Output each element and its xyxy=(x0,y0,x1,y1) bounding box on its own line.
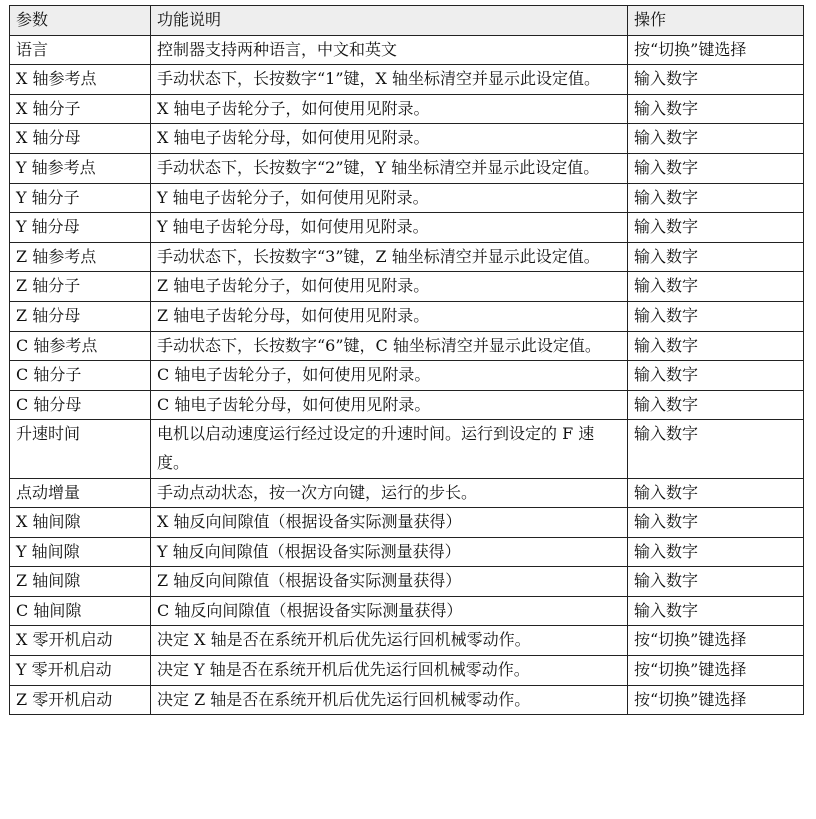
desc-cell: 手动状态下，长按数字“3”键，Z 轴坐标清空并显示此设定值。 xyxy=(151,242,628,272)
param-cell: Z 轴间隙 xyxy=(10,567,151,597)
op-cell: 输入数字 xyxy=(628,183,804,213)
header-param: 参数 xyxy=(10,6,151,36)
desc-cell: 决定 Y 轴是否在系统开机后优先运行回机械零动作。 xyxy=(151,656,628,686)
param-cell: Z 轴参考点 xyxy=(10,242,151,272)
op-cell: 输入数字 xyxy=(628,478,804,508)
op-cell: 输入数字 xyxy=(628,272,804,302)
op-cell: 按“切换”键选择 xyxy=(628,685,804,715)
op-cell: 输入数字 xyxy=(628,567,804,597)
op-cell: 输入数字 xyxy=(628,420,804,478)
desc-cell: 决定 X 轴是否在系统开机后优先运行回机械零动作。 xyxy=(151,626,628,656)
param-cell: C 轴间隙 xyxy=(10,596,151,626)
param-cell: Z 轴分子 xyxy=(10,272,151,302)
desc-cell: 控制器支持两种语言，中文和英文 xyxy=(151,35,628,65)
table-row xyxy=(10,390,804,420)
op-cell: 输入数字 xyxy=(628,242,804,272)
table-row xyxy=(10,508,804,538)
table-row xyxy=(10,478,804,508)
table-row xyxy=(10,361,804,391)
desc-cell: C 轴电子齿轮分子，如何使用见附录。 xyxy=(151,361,628,391)
header-desc: 功能说明 xyxy=(151,6,628,36)
table-row xyxy=(10,65,804,95)
param-cell: X 轴分子 xyxy=(10,94,151,124)
param-cell: X 轴参考点 xyxy=(10,65,151,95)
table-body xyxy=(10,35,804,715)
table-row xyxy=(10,596,804,626)
table-row xyxy=(10,656,804,686)
op-cell: 输入数字 xyxy=(628,65,804,95)
param-cell: C 轴分母 xyxy=(10,390,151,420)
op-cell: 按“切换”键选择 xyxy=(628,35,804,65)
param-cell: 点动增量 xyxy=(10,478,151,508)
param-cell: X 零开机启动 xyxy=(10,626,151,656)
desc-cell: C 轴反向间隙值（根据设备实际测量获得） xyxy=(151,596,628,626)
op-cell: 输入数字 xyxy=(628,301,804,331)
table-row xyxy=(10,626,804,656)
desc-cell: Y 轴电子齿轮分母，如何使用见附录。 xyxy=(151,213,628,243)
table-row xyxy=(10,183,804,213)
table-row xyxy=(10,301,804,331)
table-row xyxy=(10,567,804,597)
table-row xyxy=(10,420,804,478)
op-cell: 按“切换”键选择 xyxy=(628,626,804,656)
desc-cell: Z 轴反向间隙值（根据设备实际测量获得） xyxy=(151,567,628,597)
op-cell: 输入数字 xyxy=(628,537,804,567)
param-cell: Y 轴分母 xyxy=(10,213,151,243)
table-header-row xyxy=(10,6,804,36)
desc-cell: 手动状态下，长按数字“1”键，X 轴坐标清空并显示此设定值。 xyxy=(151,65,628,95)
table-row xyxy=(10,242,804,272)
param-cell: C 轴参考点 xyxy=(10,331,151,361)
op-cell: 输入数字 xyxy=(628,596,804,626)
desc-cell: X 轴电子齿轮分母，如何使用见附录。 xyxy=(151,124,628,154)
param-cell: 升速时间 xyxy=(10,420,151,478)
op-cell: 输入数字 xyxy=(628,390,804,420)
desc-cell: 手动点动状态，按一次方向键，运行的步长。 xyxy=(151,478,628,508)
desc-cell: 手动状态下，长按数字“6”键，C 轴坐标清空并显示此设定值。 xyxy=(151,331,628,361)
param-cell: Y 轴分子 xyxy=(10,183,151,213)
op-cell: 输入数字 xyxy=(628,124,804,154)
table-row xyxy=(10,35,804,65)
param-cell: X 轴分母 xyxy=(10,124,151,154)
table-row xyxy=(10,331,804,361)
table-row xyxy=(10,685,804,715)
param-cell: C 轴分子 xyxy=(10,361,151,391)
table-row xyxy=(10,272,804,302)
parameter-table xyxy=(9,5,804,715)
op-cell: 输入数字 xyxy=(628,331,804,361)
param-cell: 语言 xyxy=(10,35,151,65)
desc-cell: 手动状态下，长按数字“2”键，Y 轴坐标清空并显示此设定值。 xyxy=(151,153,628,183)
desc-cell: Y 轴电子齿轮分子，如何使用见附录。 xyxy=(151,183,628,213)
param-cell: Y 零开机启动 xyxy=(10,656,151,686)
desc-cell: 电机以启动速度运行经过设定的升速时间。运行到设定的 F 速度。 xyxy=(151,420,628,478)
op-cell: 输入数字 xyxy=(628,361,804,391)
op-cell: 按“切换”键选择 xyxy=(628,656,804,686)
table-row xyxy=(10,94,804,124)
desc-cell: Z 轴电子齿轮分母，如何使用见附录。 xyxy=(151,301,628,331)
op-cell: 输入数字 xyxy=(628,94,804,124)
param-cell: X 轴间隙 xyxy=(10,508,151,538)
op-cell: 输入数字 xyxy=(628,153,804,183)
param-cell: Y 轴间隙 xyxy=(10,537,151,567)
param-cell: Y 轴参考点 xyxy=(10,153,151,183)
param-cell: Z 零开机启动 xyxy=(10,685,151,715)
param-cell: Z 轴分母 xyxy=(10,301,151,331)
desc-cell: C 轴电子齿轮分母，如何使用见附录。 xyxy=(151,390,628,420)
table-row xyxy=(10,213,804,243)
table-row xyxy=(10,124,804,154)
table-row xyxy=(10,153,804,183)
desc-cell: Z 轴电子齿轮分子，如何使用见附录。 xyxy=(151,272,628,302)
op-cell: 输入数字 xyxy=(628,508,804,538)
op-cell: 输入数字 xyxy=(628,213,804,243)
table-row xyxy=(10,537,804,567)
desc-cell: Y 轴反向间隙值（根据设备实际测量获得） xyxy=(151,537,628,567)
desc-cell: X 轴反向间隙值（根据设备实际测量获得） xyxy=(151,508,628,538)
desc-cell: X 轴电子齿轮分子，如何使用见附录。 xyxy=(151,94,628,124)
header-op: 操作 xyxy=(628,6,804,36)
desc-cell: 决定 Z 轴是否在系统开机后优先运行回机械零动作。 xyxy=(151,685,628,715)
